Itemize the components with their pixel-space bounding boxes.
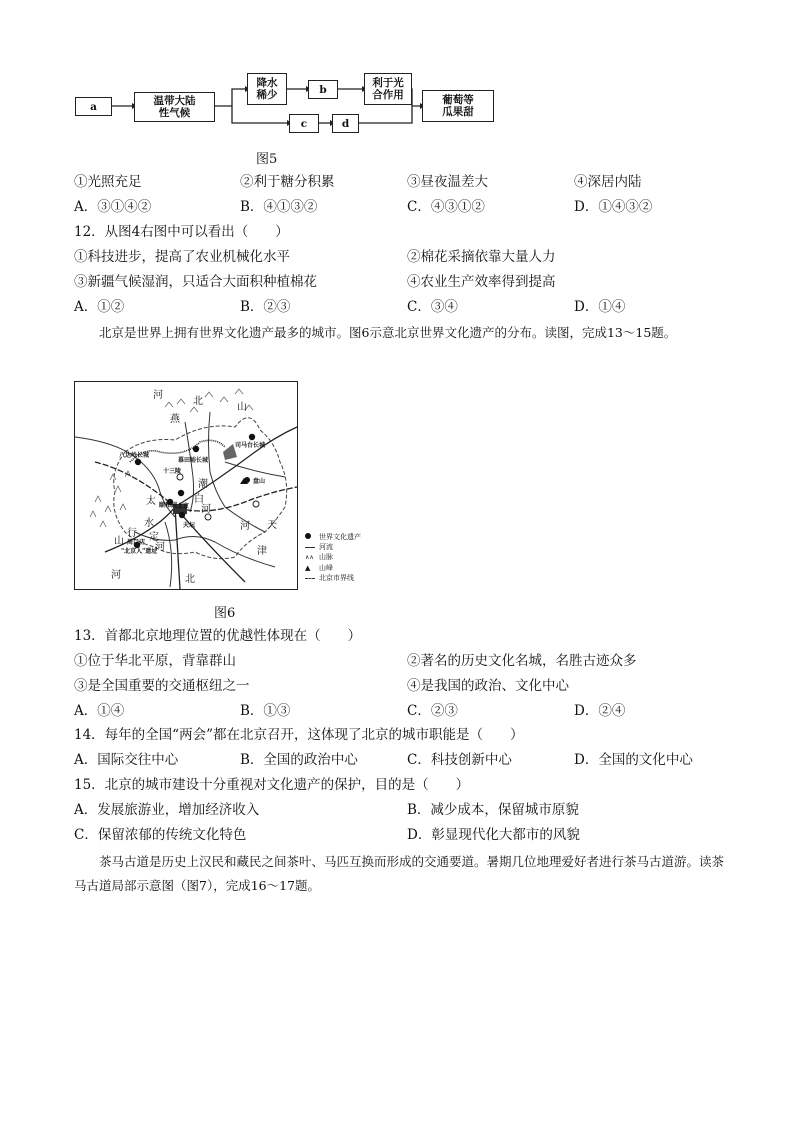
figure-6-caption: 图6	[214, 606, 236, 621]
map-label-bai: 白	[194, 494, 204, 505]
q13-option-b[interactable]: B．①③	[240, 703, 291, 719]
q13-item-2: ②著名的历史文化名城，名胜古迹众多	[407, 653, 637, 669]
map-label-ding: 定	[149, 532, 159, 543]
q14-option-d[interactable]: D．全国的文化中心	[574, 752, 693, 768]
map-label-zhoukoudian: 周口店	[127, 539, 146, 546]
flow-box-d: d	[332, 114, 359, 133]
map-label-hang: 行	[127, 528, 137, 539]
q12-item-2: ②棉花采摘依靠大量人力	[407, 249, 556, 265]
passage-beijing: 北京是世界上拥有世界文化遗产最多的城市。图6示意北京世界文化遗产的分布。读图，完成13～15题。	[99, 325, 677, 340]
map-label-bei: 北	[193, 396, 203, 407]
q15-option-c[interactable]: C．保留浓郁的传统文化特色	[74, 827, 247, 843]
q12-stem: 12．从图4右图中可以看出（ ）	[74, 224, 289, 240]
q11-option-a[interactable]: A．③①④②	[74, 199, 152, 215]
map-label-shan: 山	[237, 402, 247, 413]
map-label-peking-man-site: "北京人"遗址	[121, 548, 158, 555]
map-label-mutianyu: 慕田峪长城	[178, 457, 209, 464]
legend-peak: ▲ 山峰	[305, 564, 333, 572]
map-label-he-top: 河	[153, 390, 163, 401]
map-label-yan: 燕	[170, 414, 180, 425]
figure-5-caption: 图5	[256, 152, 278, 167]
q11-item-1: ①光照充足	[74, 174, 142, 190]
q12-option-c[interactable]: C．③④	[407, 299, 458, 315]
map-label-bei-bottom: 北	[185, 574, 195, 585]
legend-mountains: ∧∧ 山脉	[305, 553, 333, 561]
q15-stem: 15．北京的城市建设十分重视对文化遗产的保护，目的是（ ）	[74, 777, 470, 793]
map-label-jin: 津	[257, 546, 267, 557]
q13-option-a[interactable]: A．①④	[74, 703, 125, 719]
map-label-tiantan: 天坛	[183, 522, 196, 529]
q11-option-b[interactable]: B．④①③②	[240, 199, 318, 215]
map-label-he-low: 河	[155, 542, 165, 553]
legend-river: 河流	[305, 542, 361, 552]
map-label-he-right: 河	[240, 521, 250, 532]
passage-tea-horse-road: 茶马古道是历史上汉民和藏民之间茶叶、马匹互换而形成的交通要道。暑期几位地理爱好者进行茶马古道游。读茶马古道局部示意图（图7），完成16～17题。	[74, 854, 725, 893]
q11-option-c[interactable]: C．④③①②	[407, 199, 485, 215]
legend-heritage: 世界文化遗产	[305, 532, 361, 542]
flow-box-photosynthesis: 利于光 合作用	[364, 73, 412, 105]
q14-stem: 14．每年的全国“两会”都在北京召开，这体现了北京的城市职能是（ ）	[74, 727, 524, 743]
q15-option-b[interactable]: B．减少成本，保留城市原貌	[407, 802, 579, 818]
figure-6-map	[74, 381, 298, 590]
map-label-he-bottom-left: 河	[111, 570, 121, 581]
map-label-tai: 太	[146, 496, 156, 507]
q12-option-a[interactable]: A．①②	[74, 299, 125, 315]
q13-item-4: ④是我国的政治、文化中心	[407, 678, 569, 694]
q11-item-3: ③昼夜温差大	[407, 174, 488, 190]
q13-option-c[interactable]: C．②③	[407, 703, 458, 719]
q12-option-b[interactable]: B．②③	[240, 299, 291, 315]
flow-box-a: a	[75, 97, 112, 116]
q14-option-a[interactable]: A．国际交往中心	[74, 752, 179, 768]
map-label-panshan: 盘山	[253, 478, 266, 485]
map-label-shan2: 山	[114, 536, 124, 547]
map-label-badaling: 八达岭长城	[119, 452, 150, 459]
flow-box-b: b	[308, 80, 338, 99]
flow-box-fruit: 葡萄等 瓜果甜	[422, 90, 494, 122]
flow-box-rain: 降水 稀少	[247, 73, 287, 105]
map-legend	[305, 532, 361, 583]
map-label-simatai: 司马台长城	[235, 442, 266, 449]
q12-item-4: ④农业生产效率得到提高	[407, 274, 556, 290]
map-label-yiheyuan: 颐和园	[159, 502, 178, 509]
q12-item-3: ③新疆气候湿润，只适合大面积种植棉花	[74, 274, 317, 290]
map-label-beijing: 北京	[177, 503, 190, 510]
q15-option-d[interactable]: D．彰显现代化大都市的风貌	[407, 827, 580, 843]
q13-stem: 13．首都北京地理位置的优越性体现在（ ）	[74, 628, 362, 644]
q11-item-4: ④深居内陆	[574, 174, 642, 190]
q11-item-2: ②利于糖分积累	[240, 174, 335, 190]
flow-box-c: c	[289, 114, 319, 133]
q14-option-c[interactable]: C．科技创新中心	[407, 752, 512, 768]
q13-item-1: ①位于华北平原，背靠群山	[74, 653, 236, 669]
flow-box-climate: 温带大陆 性气候	[134, 92, 215, 122]
map-label-shisanling: 十三陵	[163, 468, 182, 475]
map-label-chao: 潮	[198, 479, 208, 490]
q11-option-d[interactable]: D．①④③②	[574, 199, 653, 215]
q14-option-b[interactable]: B．全国的政治中心	[240, 752, 358, 768]
map-label-shui: 水	[144, 518, 154, 529]
q12-option-d[interactable]: D．①④	[574, 299, 626, 315]
q15-option-a[interactable]: A．发展旅游业，增加经济收入	[74, 802, 260, 818]
map-label-tian: 天	[267, 520, 277, 531]
map-label-he-mid: 河	[201, 504, 211, 515]
q12-item-1: ①科技进步，提高了农业机械化水平	[74, 249, 290, 265]
legend-boundary: 北京市界线	[305, 573, 361, 583]
q13-option-d[interactable]: D．②④	[574, 703, 626, 719]
q13-item-3: ③是全国重要的交通枢纽之一	[74, 678, 250, 694]
map-drawing	[75, 382, 297, 589]
